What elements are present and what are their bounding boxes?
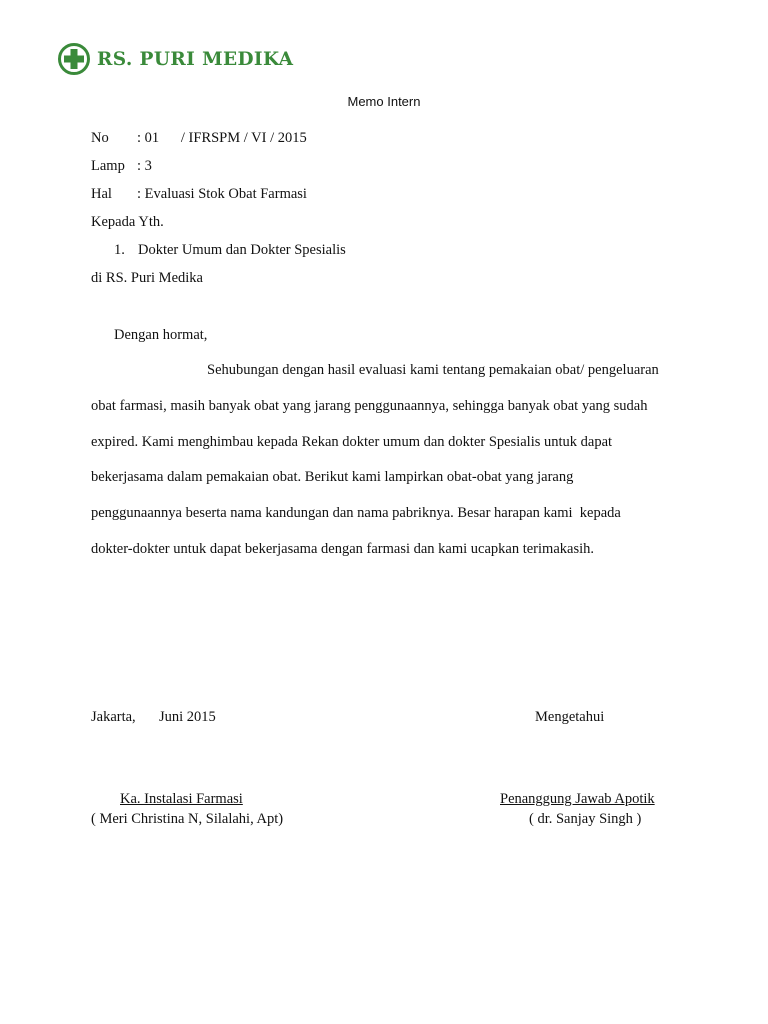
body-line: Sehubungan dengan hasil evaluasi kami tentang pemakaian obat/ pengeluaran <box>207 362 659 378</box>
memo-body <box>91 353 691 568</box>
left-signature-name: ( Meri Christina N, Silalahi, Apt) <box>91 811 284 827</box>
recipient-item <box>114 241 346 259</box>
closing-date: Juni 2015 <box>159 709 216 725</box>
recipient-location: di RS. Puri Medika <box>91 270 203 286</box>
body-line: bekerjasama dalam pemakaian obat. Berikut kami lampirkan obat-obat yang jarang <box>91 469 574 486</box>
left-signature-title: Ka. Instalasi Farmasi <box>120 791 243 807</box>
medical-cross-icon <box>57 42 91 76</box>
memo-number-value: : 01 / IFRSPM / VI / 2015 <box>137 130 307 146</box>
recipient-item-text: Dokter Umum dan Dokter Spesialis <box>138 242 346 258</box>
acknowledged-label: Mengetahui <box>535 709 605 725</box>
subject-label: Hal <box>91 186 112 202</box>
memo-number-row <box>91 129 307 147</box>
hospital-logo <box>57 42 293 76</box>
body-line: penggunaannya beserta nama kandungan dan nama pabriknya. Besar harapan kami kepada <box>91 505 621 522</box>
body-line: expired. Kami menghimbau kepada Rekan dokter umum dan dokter Spesialis untuk dapat <box>91 433 613 450</box>
body-line: dokter-dokter untuk dapat bekerjasama dengan farmasi dan kami ucapkan terimakasih. <box>91 540 594 557</box>
body-line: obat farmasi, masih banyak obat yang jarang penggunaannya, sehingga banyak obat yang sudah <box>91 397 648 414</box>
memo-title: Memo Intern <box>347 94 421 109</box>
attachment-value: : 3 <box>137 158 152 174</box>
attachment-row <box>91 157 152 175</box>
subject-value: : Evaluasi Stok Obat Farmasi <box>137 186 307 202</box>
recipient-item-number: 1. <box>114 242 125 258</box>
hospital-name: RS. PURI MEDIKA <box>97 48 294 70</box>
attachment-label: Lamp <box>91 158 125 174</box>
recipient-greeting: Kepada Yth. <box>91 214 164 230</box>
closing-city: Jakarta, <box>91 709 136 725</box>
memo-number-label: No <box>91 130 109 146</box>
opening-salutation: Dengan hormat, <box>114 327 208 343</box>
right-signature-name: ( dr. Sanjay Singh ) <box>529 811 642 827</box>
right-signature-title: Penanggung Jawab Apotik <box>500 791 655 807</box>
subject-row <box>91 185 307 203</box>
